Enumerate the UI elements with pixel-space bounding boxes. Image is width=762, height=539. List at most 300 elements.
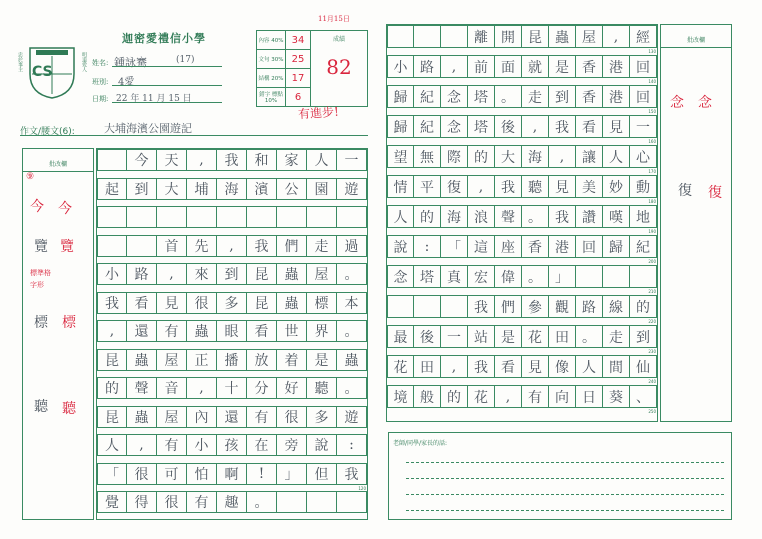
total-label: 成績 xyxy=(332,36,345,43)
grid-cell xyxy=(307,491,337,513)
grid-cell: 到 xyxy=(127,178,157,200)
grid-cell: 。 xyxy=(337,320,367,342)
date-value: 22 年 11 月 15 日 xyxy=(116,94,192,104)
grid-cell: 聽 xyxy=(307,377,337,399)
grid-cell: 界 xyxy=(307,320,337,342)
grid-cell: 內 xyxy=(187,406,217,428)
grid-cell: 。 xyxy=(337,263,367,285)
grid-cell: 大 xyxy=(495,145,522,168)
grid-cell: 播 xyxy=(217,349,247,371)
grid-cell: 田 xyxy=(414,355,441,378)
grid-cell: 日 xyxy=(576,385,603,408)
grid-cell xyxy=(127,206,157,228)
grid-cell: 路 xyxy=(576,295,603,318)
grid-cell: 看 xyxy=(576,115,603,138)
grid-cell: 歸 xyxy=(603,235,630,258)
grid-cell: 我 xyxy=(97,292,127,314)
feedback-box xyxy=(388,432,732,520)
grid-cell: 昆 xyxy=(97,349,127,371)
motto-right: 明道愛人 xyxy=(81,52,87,72)
grid-cell: 走 xyxy=(603,325,630,348)
grid-cell: 一 xyxy=(441,325,468,348)
grid-cell: 蟲 xyxy=(187,320,217,342)
grid-cell xyxy=(414,25,441,48)
grid-cell: , xyxy=(522,115,549,138)
grid-cell: 後 xyxy=(495,115,522,138)
grid-cell: 大 xyxy=(157,178,187,200)
feedback-line xyxy=(406,510,724,511)
grid-cell: , xyxy=(441,355,468,378)
feedback-label: 老師/同學/家長的話: xyxy=(393,440,448,447)
grid-cell xyxy=(277,206,307,228)
score-label: 結構 20% xyxy=(257,69,286,88)
grid-cell: 。 xyxy=(522,205,549,228)
feedback-line xyxy=(406,478,724,479)
grid-cell xyxy=(603,265,630,288)
grid-cell: 偉 xyxy=(495,265,522,288)
grid-cell: 港 xyxy=(549,235,576,258)
grid-cell: 蟲 xyxy=(549,25,576,48)
grid-cell: 屋 xyxy=(157,406,187,428)
grid-cell: 座 xyxy=(495,235,522,258)
correction-note: 標準格 xyxy=(30,269,51,277)
grid-cell xyxy=(337,491,367,513)
grid-cell xyxy=(630,265,657,288)
correction-mark: 念 xyxy=(670,95,684,111)
correction-mark: 今 xyxy=(30,199,44,215)
grid-cell: , xyxy=(468,175,495,198)
grid-cell: , xyxy=(217,235,247,257)
class-underline xyxy=(112,85,222,86)
score-label: 內容 40% xyxy=(257,31,286,50)
row-number: 230 xyxy=(648,349,656,354)
right-writing-grid xyxy=(386,24,658,422)
grid-cell: 觀 xyxy=(549,295,576,318)
grid-cell xyxy=(576,265,603,288)
grid-cell: : xyxy=(337,434,367,456)
grid-cell: 平 xyxy=(414,175,441,198)
grid-cell: 。 xyxy=(337,377,367,399)
grid-cell: 屋 xyxy=(576,25,603,48)
grid-cell: 「 xyxy=(441,235,468,258)
score-value: 25 xyxy=(286,50,311,69)
grid-cell: 見 xyxy=(603,115,630,138)
grid-cell: 我 xyxy=(337,463,367,485)
grid-cell: 我 xyxy=(549,205,576,228)
grid-cell: 「 xyxy=(97,463,127,485)
correction-mark: 標 xyxy=(62,315,76,331)
grid-cell: 葵 xyxy=(603,385,630,408)
grid-cell: 蟲 xyxy=(277,263,307,285)
assignment-title: 大埔海濱公園遊記 xyxy=(104,122,192,135)
left-panel-header: 批改欄 xyxy=(48,161,67,168)
grid-cell: 間 xyxy=(603,355,630,378)
grid-cell: , xyxy=(441,55,468,78)
grid-cell: 我 xyxy=(468,295,495,318)
grid-cell: 是 xyxy=(495,325,522,348)
grid-cell: 就 xyxy=(522,55,549,78)
grid-cell: 讚 xyxy=(576,205,603,228)
grid-cell: 說 xyxy=(387,235,414,258)
grid-cell: 昆 xyxy=(247,263,277,285)
row-number: 190 xyxy=(648,229,656,234)
correction-note: 字形 xyxy=(30,281,44,289)
grid-cell: 經 xyxy=(630,25,657,48)
grid-cell: 紀 xyxy=(414,115,441,138)
grid-cell: 心 xyxy=(630,145,657,168)
grid-cell: 離 xyxy=(468,25,495,48)
correction-mark: 念 xyxy=(698,95,712,111)
grid-cell xyxy=(187,206,217,228)
right-comment-panel xyxy=(660,24,732,422)
grid-cell: 的 xyxy=(414,205,441,228)
row-number: 210 xyxy=(648,289,656,294)
grid-cell: 宏 xyxy=(468,265,495,288)
grid-cell: 前 xyxy=(468,55,495,78)
logo-text: CS xyxy=(32,64,53,80)
student-number: (17) xyxy=(176,55,195,65)
grid-cell xyxy=(387,25,414,48)
grid-cell xyxy=(414,295,441,318)
grid-cell: 屋 xyxy=(157,349,187,371)
grid-cell: , xyxy=(187,149,217,171)
grid-cell: , xyxy=(603,25,630,48)
red-circle-mark: ⑨ xyxy=(26,172,35,182)
grid-cell: 。 xyxy=(495,85,522,108)
grid-cell: 有 xyxy=(157,320,187,342)
grid-cell: 十 xyxy=(217,377,247,399)
grid-cell: 是 xyxy=(307,349,337,371)
grid-cell: 這 xyxy=(468,235,495,258)
grid-cell: 有 xyxy=(247,406,277,428)
grid-cell: 人 xyxy=(97,434,127,456)
grid-cell: 是 xyxy=(549,55,576,78)
grid-cell: 小 xyxy=(387,55,414,78)
correction-mark: 聽 xyxy=(62,401,76,417)
grid-cell: 地 xyxy=(630,205,657,228)
grid-cell: 參 xyxy=(522,295,549,318)
row-number: 130 xyxy=(648,49,656,54)
grid-cell xyxy=(387,295,414,318)
grid-cell: 小 xyxy=(97,263,127,285)
grid-cell xyxy=(217,206,247,228)
right-panel-header: 批改欄 xyxy=(686,37,705,44)
grid-cell: 標 xyxy=(307,292,337,314)
correction-mark: 覽 xyxy=(60,239,74,255)
grid-cell: 世 xyxy=(277,320,307,342)
grid-cell: 境 xyxy=(387,385,414,408)
grid-cell xyxy=(307,206,337,228)
grid-cell: 眼 xyxy=(217,320,247,342)
grid-cell: 像 xyxy=(549,355,576,378)
grid-cell: 念 xyxy=(441,115,468,138)
grid-cell: 、 xyxy=(630,385,657,408)
grid-cell: 花 xyxy=(387,355,414,378)
grid-cell: 後 xyxy=(414,325,441,348)
name-value: 鍾詠騫 xyxy=(114,56,147,69)
score-table xyxy=(256,30,368,107)
feedback-line xyxy=(406,494,724,495)
grid-cell: 很 xyxy=(187,292,217,314)
grid-cell: 還 xyxy=(217,406,247,428)
correction-mark: 覽 xyxy=(34,239,48,255)
grid-cell: 的 xyxy=(97,377,127,399)
grid-cell: 聲 xyxy=(127,377,157,399)
grid-cell: 際 xyxy=(441,145,468,168)
grid-cell: 園 xyxy=(307,178,337,200)
grid-cell: 回 xyxy=(630,85,657,108)
grid-cell: 歸 xyxy=(387,85,414,108)
grid-cell: 覺 xyxy=(97,491,127,513)
grid-cell: 的 xyxy=(630,295,657,318)
row-number: 120 xyxy=(358,485,366,491)
grid-cell: 公 xyxy=(277,178,307,200)
grid-cell: 昆 xyxy=(247,292,277,314)
score-value: 6 xyxy=(286,88,311,107)
grid-cell: 很 xyxy=(277,406,307,428)
grid-cell: 香 xyxy=(576,55,603,78)
row-number: 220 xyxy=(648,319,656,324)
grid-cell: 塔 xyxy=(468,115,495,138)
grid-cell: , xyxy=(97,320,127,342)
grid-cell: 念 xyxy=(387,265,414,288)
grid-cell: 的 xyxy=(468,145,495,168)
grid-cell: 好 xyxy=(277,377,307,399)
grid-cell: , xyxy=(127,434,157,456)
grid-cell: 香 xyxy=(576,85,603,108)
grid-cell: 旁 xyxy=(277,434,307,456)
grid-cell: 路 xyxy=(127,263,157,285)
grid-cell: 的 xyxy=(441,385,468,408)
grid-cell: 回 xyxy=(576,235,603,258)
grid-cell xyxy=(247,206,277,228)
grid-cell: 。 xyxy=(247,491,277,513)
grid-cell: 向 xyxy=(549,385,576,408)
grid-cell: 着 xyxy=(277,349,307,371)
grid-cell: 正 xyxy=(187,349,217,371)
grid-cell: 紀 xyxy=(414,85,441,108)
score-label: 文句 30% xyxy=(257,50,286,69)
grid-cell: 我 xyxy=(247,235,277,257)
grid-cell: 小 xyxy=(187,434,217,456)
grid-cell: 花 xyxy=(522,325,549,348)
grid-cell: 般 xyxy=(414,385,441,408)
grid-cell: 線 xyxy=(603,295,630,318)
class-label: 班別: xyxy=(92,78,109,86)
grid-cell: 花 xyxy=(468,385,495,408)
grid-cell: 港 xyxy=(603,55,630,78)
motto-left: 忠於事主 xyxy=(17,52,23,72)
grid-cell: 啊 xyxy=(217,463,247,485)
right-panel-divider xyxy=(661,47,731,48)
grid-cell: ! xyxy=(247,463,277,485)
score-value: 34 xyxy=(286,31,311,50)
grid-cell: 有 xyxy=(522,385,549,408)
grid-cell: 可 xyxy=(157,463,187,485)
grid-cell: 一 xyxy=(337,149,367,171)
grid-cell: 復 xyxy=(441,175,468,198)
grid-cell: 真 xyxy=(441,265,468,288)
grid-cell: 音 xyxy=(157,377,187,399)
grid-cell: 仙 xyxy=(630,355,657,378)
grid-cell: 放 xyxy=(247,349,277,371)
grid-cell: 得 xyxy=(127,491,157,513)
grid-cell: 蟲 xyxy=(337,349,367,371)
grid-cell: 塔 xyxy=(468,85,495,108)
grid-cell: 嘆 xyxy=(603,205,630,228)
grid-cell: 在 xyxy=(247,434,277,456)
correction-mark: 標 xyxy=(34,315,48,331)
grid-cell xyxy=(157,206,187,228)
grid-cell: 望 xyxy=(387,145,414,168)
grid-cell: 們 xyxy=(495,295,522,318)
teacher-note: 有進步! xyxy=(297,104,340,122)
grid-cell: 看 xyxy=(247,320,277,342)
row-number: 240 xyxy=(648,379,656,384)
grid-cell xyxy=(97,206,127,228)
grid-cell: 孩 xyxy=(217,434,247,456)
name-underline xyxy=(112,66,222,67)
grid-cell: 但 xyxy=(307,463,337,485)
grid-cell: 。 xyxy=(522,265,549,288)
grid-cell: 走 xyxy=(307,235,337,257)
grid-cell: 有 xyxy=(187,491,217,513)
grid-cell: 濱 xyxy=(247,178,277,200)
grid-cell: 到 xyxy=(217,263,247,285)
grid-cell: 蟲 xyxy=(127,349,157,371)
row-number: 180 xyxy=(648,199,656,204)
grid-cell: 本 xyxy=(337,292,367,314)
grid-cell xyxy=(441,295,468,318)
grid-cell: 還 xyxy=(127,320,157,342)
grid-cell: 我 xyxy=(217,149,247,171)
grid-cell: 浪 xyxy=(468,205,495,228)
grid-cell: 」 xyxy=(277,463,307,485)
grid-cell: 田 xyxy=(549,325,576,348)
grid-cell: 海 xyxy=(441,205,468,228)
grid-cell: 遊 xyxy=(337,178,367,200)
grid-cell: 見 xyxy=(157,292,187,314)
grid-cell: 。 xyxy=(576,325,603,348)
grid-cell: 看 xyxy=(127,292,157,314)
grid-cell: 怕 xyxy=(187,463,217,485)
grid-cell: 回 xyxy=(630,55,657,78)
grid-cell: , xyxy=(549,145,576,168)
name-label: 姓名: xyxy=(92,59,109,67)
left-writing-grid xyxy=(96,148,368,520)
grid-cell: 有 xyxy=(157,434,187,456)
assignment-label: 作文/腰文(6): xyxy=(20,127,75,137)
grid-cell: 很 xyxy=(157,491,187,513)
grid-cell: 海 xyxy=(522,145,549,168)
grid-cell: 聲 xyxy=(495,205,522,228)
grid-cell: , xyxy=(157,263,187,285)
grid-cell: 開 xyxy=(495,25,522,48)
grid-cell: 人 xyxy=(307,149,337,171)
grid-cell: , xyxy=(187,377,217,399)
grid-cell: 屋 xyxy=(307,263,337,285)
grid-cell: 過 xyxy=(337,235,367,257)
grid-cell xyxy=(97,149,127,171)
grid-cell: 」 xyxy=(549,265,576,288)
row-number: 200 xyxy=(648,259,656,264)
grid-cell: 昆 xyxy=(97,406,127,428)
grid-cell: 情 xyxy=(387,175,414,198)
correction-mark: 復 xyxy=(678,183,692,199)
grid-cell: 香 xyxy=(522,235,549,258)
grid-cell: 最 xyxy=(387,325,414,348)
grid-cell: 海 xyxy=(217,178,247,200)
grid-cell: 蟲 xyxy=(277,292,307,314)
class-value: 4愛 xyxy=(118,77,135,88)
grid-cell: 站 xyxy=(468,325,495,348)
row-number: 140 xyxy=(648,79,656,84)
grid-cell xyxy=(127,235,157,257)
correction-mark: 聽 xyxy=(34,399,48,415)
grid-cell: 和 xyxy=(247,149,277,171)
date-label: 日期: xyxy=(92,95,109,103)
grid-cell: 家 xyxy=(277,149,307,171)
grid-cell: 面 xyxy=(495,55,522,78)
grid-cell xyxy=(337,206,367,228)
correction-mark: 今 xyxy=(58,201,72,217)
score-value: 17 xyxy=(286,69,311,88)
row-number: 250 xyxy=(648,409,656,414)
grid-cell: 天 xyxy=(157,149,187,171)
grid-cell: 我 xyxy=(495,175,522,198)
grid-cell: 多 xyxy=(217,292,247,314)
grid-cell: 歸 xyxy=(387,115,414,138)
feedback-line xyxy=(406,462,724,463)
date-underline xyxy=(112,102,222,103)
grid-cell: 人 xyxy=(576,355,603,378)
row-number: 170 xyxy=(648,169,656,174)
grid-cell: 看 xyxy=(495,355,522,378)
score-label: 錯字 標點 10% xyxy=(257,88,286,107)
grid-cell: 見 xyxy=(522,355,549,378)
row-number: 160 xyxy=(648,139,656,144)
grid-cell: 分 xyxy=(247,377,277,399)
grid-cell: 蟲 xyxy=(127,406,157,428)
red-date: 11月15日 xyxy=(318,15,350,23)
row-number: 150 xyxy=(648,109,656,114)
grid-cell: 無 xyxy=(414,145,441,168)
grid-cell: 多 xyxy=(307,406,337,428)
grid-cell xyxy=(277,491,307,513)
grid-cell: 首 xyxy=(157,235,187,257)
grid-cell: 今 xyxy=(127,149,157,171)
grid-cell: 我 xyxy=(468,355,495,378)
grid-cell: 說 xyxy=(307,434,337,456)
school-name: 迦密愛禮信小學 xyxy=(122,32,206,45)
grid-cell: 動 xyxy=(630,175,657,198)
grid-cell: 路 xyxy=(414,55,441,78)
total-score: 82 xyxy=(326,55,352,79)
grid-cell: 到 xyxy=(630,325,657,348)
grid-cell: 妙 xyxy=(603,175,630,198)
title-underline xyxy=(20,135,368,136)
grid-cell: 港 xyxy=(603,85,630,108)
grid-cell: 埔 xyxy=(187,178,217,200)
grid-cell xyxy=(97,235,127,257)
grid-cell: , xyxy=(495,385,522,408)
grid-cell: 先 xyxy=(187,235,217,257)
grid-cell: 到 xyxy=(549,85,576,108)
grid-cell: : xyxy=(414,235,441,258)
grid-cell: 人 xyxy=(603,145,630,168)
grid-cell: 人 xyxy=(387,205,414,228)
grid-cell: 念 xyxy=(441,85,468,108)
